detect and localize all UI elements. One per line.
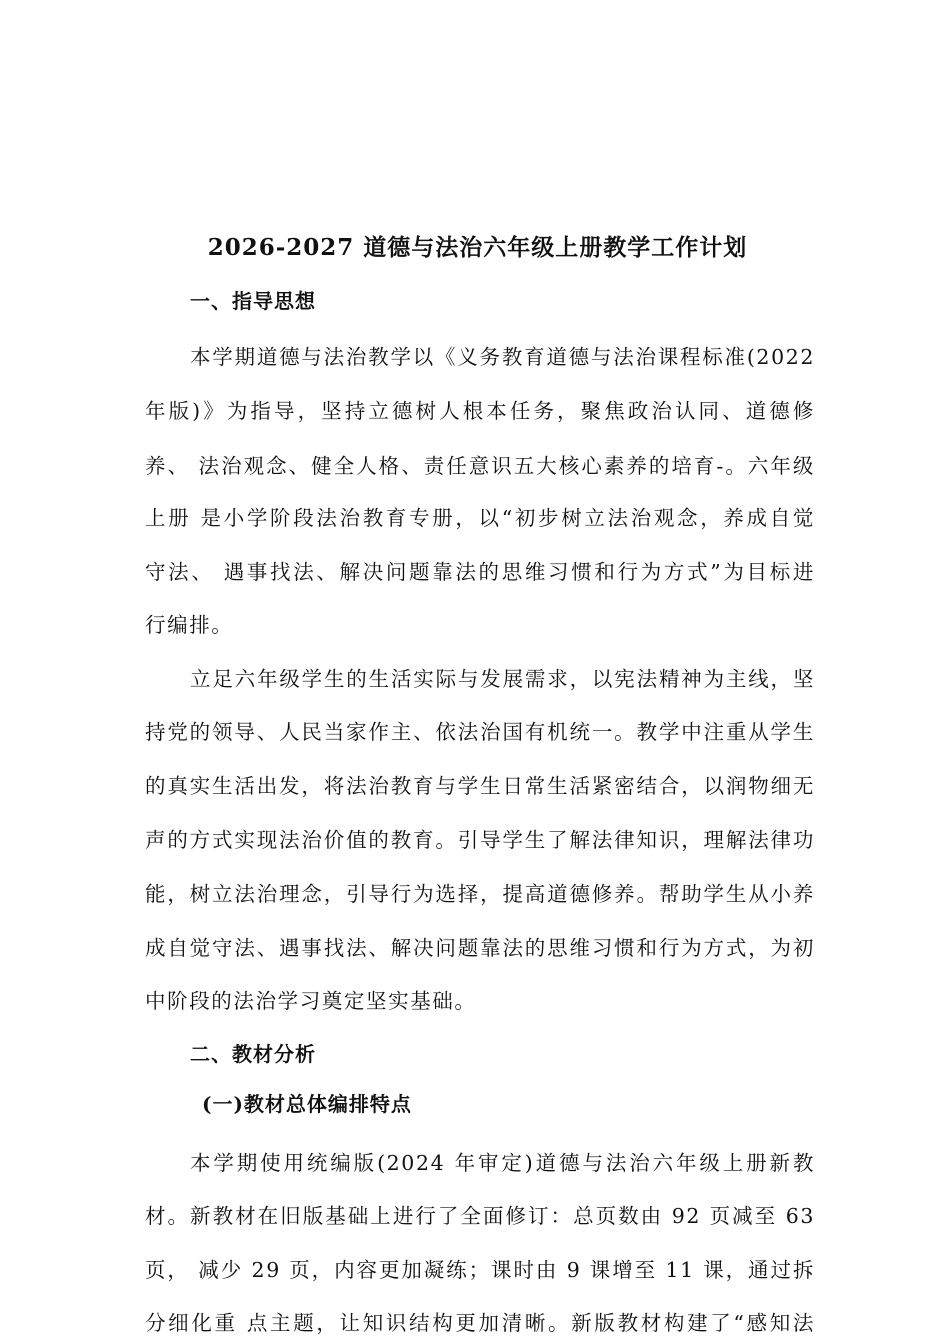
section-heading-textbook-analysis: 二、教材分析: [190, 1042, 316, 1066]
paragraph-line: 成自觉守法、遇事找法、解决问题靠法的思维习惯和行为方式，为初: [145, 936, 815, 960]
paragraph-line: 立足六年级学生的生活实际与发展需求，以宪法精神为主线，坚: [190, 667, 815, 691]
paragraph-line: 页， 减少 29 页，内容更加凝练；课时由 9 课增至 11 课，通过拆: [145, 1258, 815, 1282]
paragraph-line: 声的方式实现法治价值的教育。引导学生了解法律知识，理解法律功: [145, 828, 815, 852]
paragraph-line: 守法、 遇事找法、解决问题靠法的思维习惯和行为方式”为目标进: [145, 560, 815, 584]
paragraph-line: 分细化重 点主题，让知识结构更加清晰。新版教材构建了“感知法: [145, 1311, 815, 1335]
paragraph-line: 持党的领导、人民当家作主、依法治国有机统一。教学中注重从学生: [145, 720, 815, 744]
paragraph-line: 材。新教材在旧版基础上进行了全面修订：总页数由 92 页减至 63: [145, 1204, 815, 1228]
paragraph-line: 本学期道德与法治教学以《义务教育道德与法治课程标准(2022: [190, 345, 815, 369]
paragraph-line: 中阶段的法治学习奠定坚实基础。: [145, 989, 477, 1013]
paragraph-line: 能，树立法治理念，引导行为选择，提高道德修养。帮助学生从小养: [145, 882, 815, 906]
paragraph-line: 行编排。: [145, 613, 234, 637]
section-heading-guiding-ideology: 一、指导思想: [190, 289, 316, 313]
paragraph-line: 年版)》为指导，坚持立德树人根本任务，聚焦政治认同、道德修: [145, 399, 815, 423]
paragraph-line: 本学期使用统编版(2024 年审定)道德与法治六年级上册新教: [190, 1151, 815, 1175]
paragraph-line: 养、 法治观念、健全人格、责任意识五大核心素养的培育-。六年级: [145, 454, 815, 478]
paragraph-line: 上册 是小学阶段法治教育专册，以“初步树立法治观念，养成自觉: [145, 506, 815, 530]
subsection-heading: (一)教材总体编排特点: [202, 1092, 412, 1116]
paragraph-line: 的真实生活出发，将法治教育与学生日常生活紧密结合，以润物细无: [145, 774, 815, 798]
document-title: 2026-2027 道德与法治六年级上册教学工作计划: [207, 234, 748, 261]
